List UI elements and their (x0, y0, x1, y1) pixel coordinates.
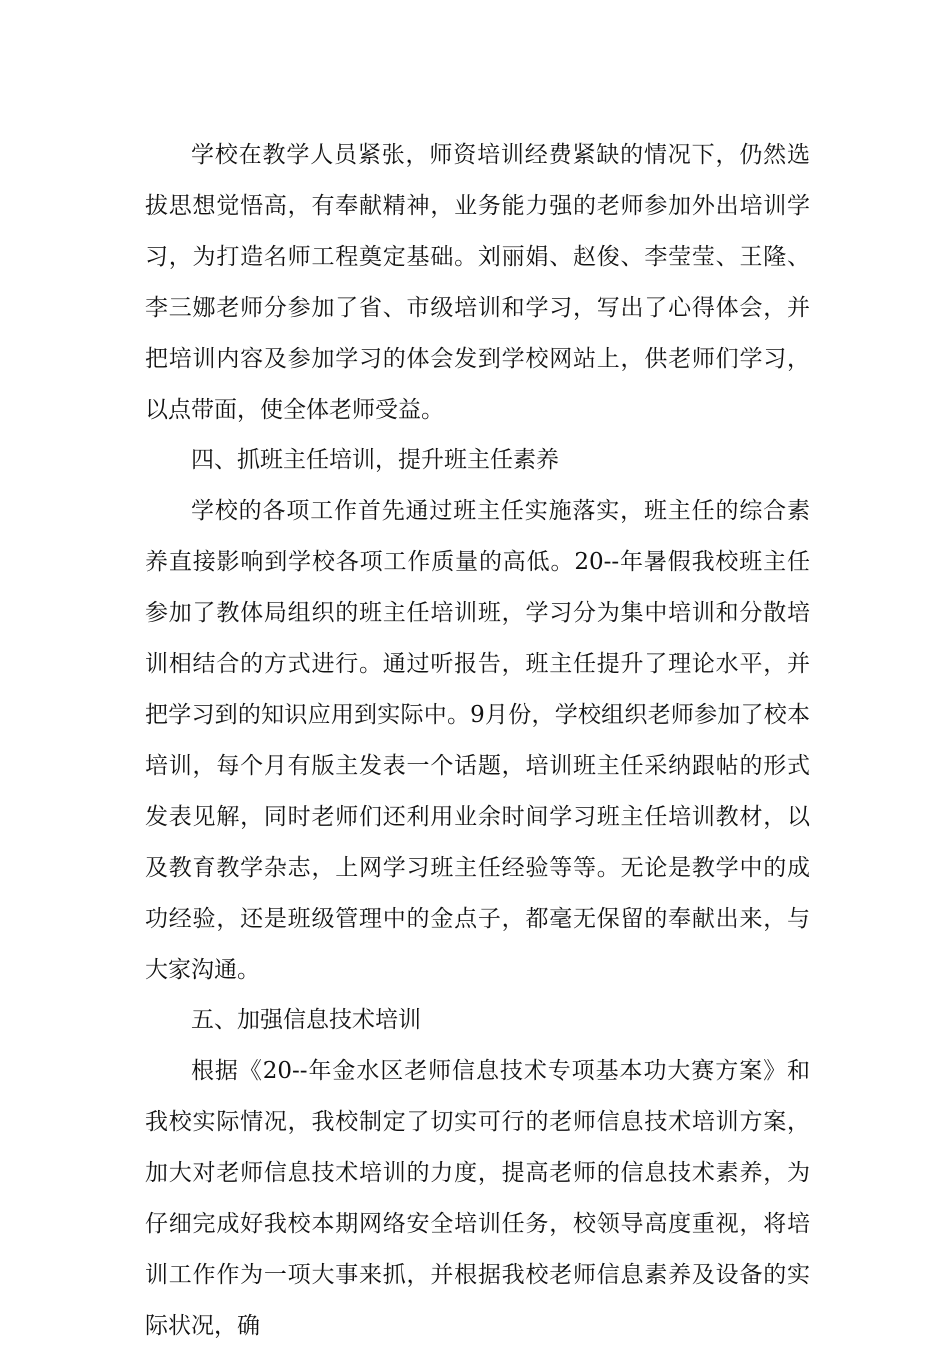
section-heading-5: 五、加强信息技术培训 (191, 1007, 421, 1034)
section-heading-4: 四、抓班主任培训，提升班主任素养 (191, 447, 559, 474)
paragraph-class-teacher-training: 学校的各项工作首先通过班主任实施落实，班主任的综合素养直接影响到学校各项工作质量的高低。20--年暑假我校班主任参加了教体局组织的班主任培训班，学习分为集中培训和分散培训相结合的方式进行。通过听报告，班主任提升了理论水平，并把学习到的知识应用到实际中。9月份，学校组织老师参加了校本培训，每个月有版主发表一个话题，培训班主任采纳跟帖的形式发表见解，同时老师们还利用业余时间学习班主任培训教材，以及教育教学杂志，上网学习班主任经验等等。无论是教学中的成功经验，还是班级管理中的金点子，都毫无保留的奉献出来，与大家沟通。 (145, 498, 810, 983)
document-body (145, 130, 810, 1352)
paragraph-teacher-training: 学校在教学人员紧张，师资培训经费紧缺的情况下，仍然选拔思想觉悟高，有奉献精神，业务能力强的老师参加外出培训学习，为打造名师工程奠定基础。刘丽娟、赵俊、李莹莹、王隆、李三娜老师分参加了省、市级培训和学习，写出了心得体会，并把培训内容及参加学习的体会发到学校网站上，供老师们学习，以点带面，使全体老师受益。 (145, 142, 810, 423)
paragraph-it-training: 根据《20--年金水区老师信息技术专项基本功大赛方案》和我校实际情况，我校制定了切实可行的老师信息技术培训方案，加大对老师信息技术培训的力度，提高老师的信息技术素养，为仔细完成好我校本期网络安全培训任务，校领导高度重视，将培训工作作为一项大事来抓，并根据我校老师信息素养及设备的实际状况，确 (145, 1058, 810, 1339)
